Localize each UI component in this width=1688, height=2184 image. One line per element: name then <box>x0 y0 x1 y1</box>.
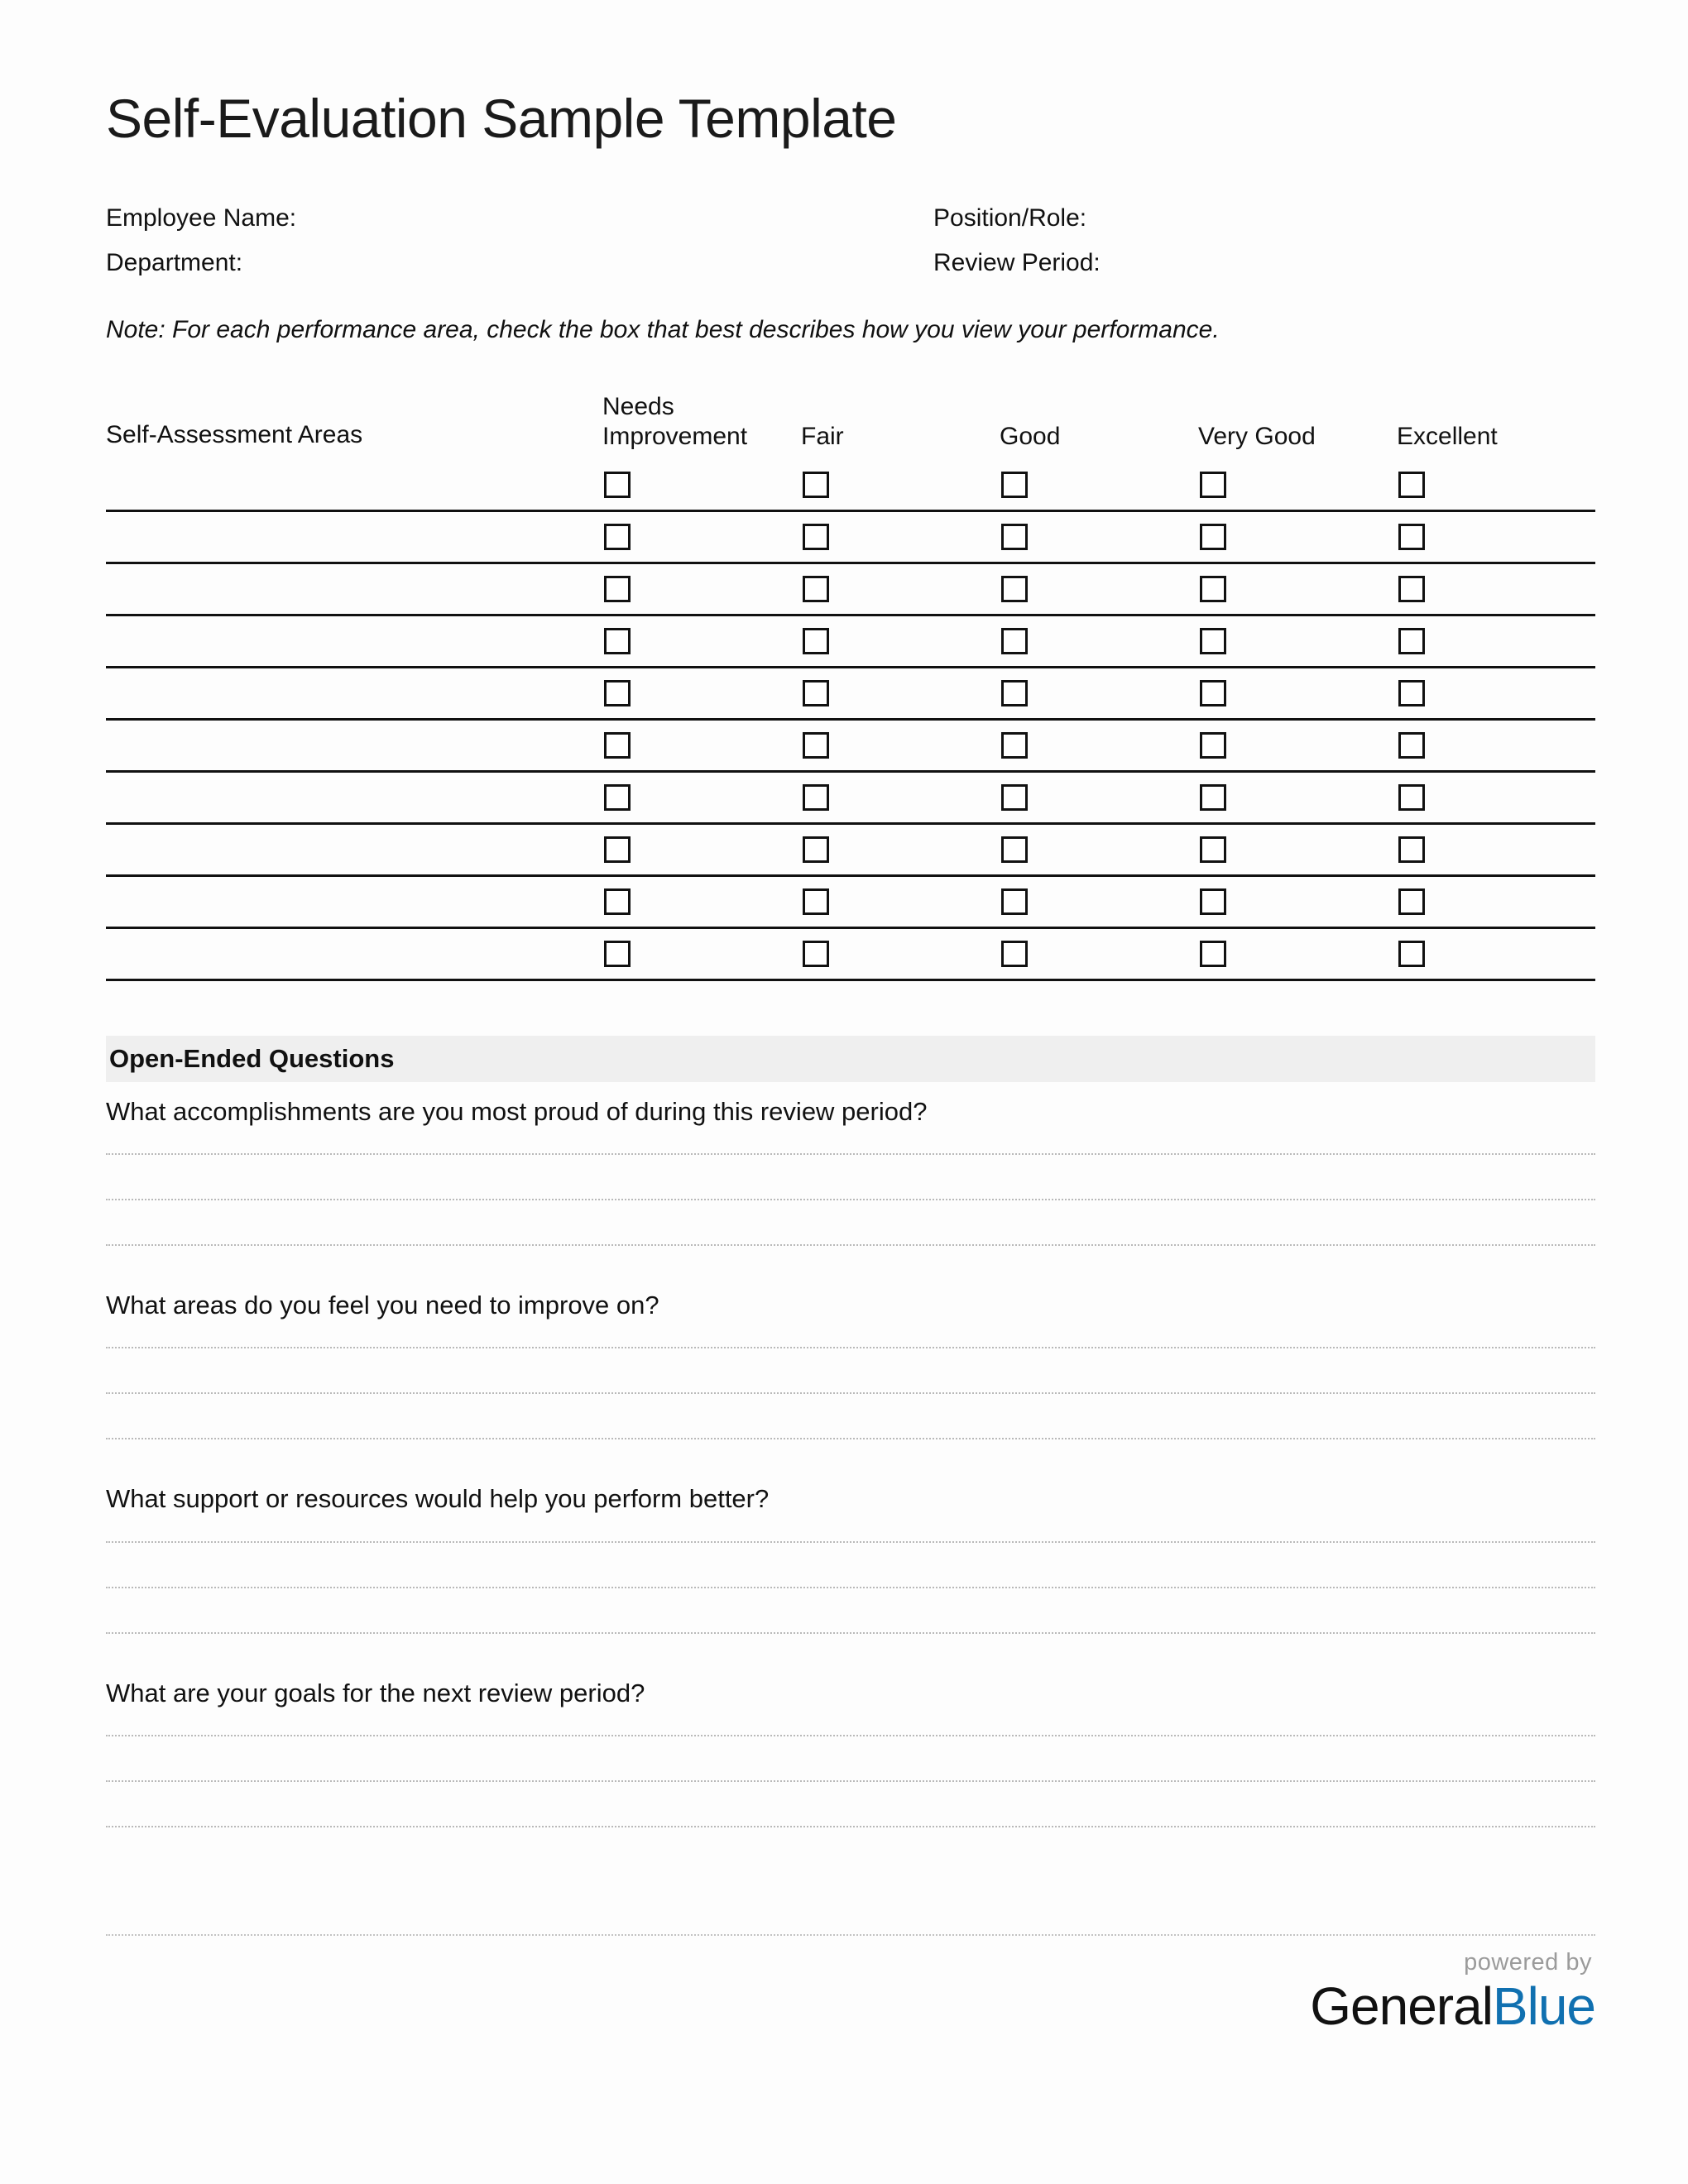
rating-cell[interactable] <box>1198 719 1397 771</box>
answer-area[interactable] <box>106 1347 1595 1439</box>
checkbox-good[interactable] <box>1001 732 1028 759</box>
question-text: What are your goals for the next review period? <box>106 1678 645 1707</box>
employee-name-field[interactable]: Employee Name: <box>106 204 297 232</box>
rating-cell[interactable] <box>1397 823 1595 875</box>
rating-cell[interactable] <box>801 460 1000 511</box>
answer-area[interactable] <box>106 1153 1595 1246</box>
rating-cell[interactable] <box>801 719 1000 771</box>
checkbox-good[interactable] <box>1001 524 1028 550</box>
rating-cell[interactable] <box>1198 510 1397 563</box>
review-period-field[interactable]: Review Period: <box>933 249 1101 277</box>
rating-cell[interactable] <box>1000 927 1198 979</box>
assessment-area-input[interactable] <box>106 719 602 771</box>
rating-cell[interactable] <box>801 823 1000 875</box>
checkbox-good[interactable] <box>1001 576 1028 602</box>
checkbox-fair[interactable] <box>803 524 829 550</box>
rating-cell[interactable] <box>602 719 801 771</box>
checkbox-very-good[interactable] <box>1200 628 1226 654</box>
rating-cell[interactable] <box>1198 875 1397 927</box>
rating-cell[interactable] <box>801 563 1000 615</box>
needs-improvement-line-1: Needs <box>602 392 674 420</box>
rating-cell[interactable] <box>1000 771 1198 823</box>
table-header-row <box>106 392 1595 460</box>
question-text: What accomplishments are you most proud of during this review period? <box>106 1096 928 1126</box>
brand-name-general: General <box>1310 1976 1493 2036</box>
question-text: What support or resources would help you perform better? <box>106 1484 770 1514</box>
rating-cell[interactable] <box>1000 719 1198 771</box>
rating-cell[interactable] <box>801 927 1000 979</box>
checkbox-excellent[interactable] <box>1398 888 1425 915</box>
assessment-area-input[interactable] <box>106 667 602 719</box>
answer-line[interactable] <box>106 1632 1595 1634</box>
assessment-area-input[interactable] <box>106 615 602 667</box>
rating-cell[interactable] <box>1000 460 1198 511</box>
table-row <box>106 510 1595 563</box>
assessment-area-input[interactable] <box>106 927 602 979</box>
checkbox-needs-improvement[interactable] <box>604 472 631 498</box>
checkbox-needs-improvement[interactable] <box>604 888 631 915</box>
checkbox-good[interactable] <box>1001 836 1028 863</box>
checkbox-fair[interactable] <box>803 576 829 602</box>
answer-area[interactable] <box>106 1735 1595 1827</box>
table-row <box>106 563 1595 615</box>
table-row <box>106 927 1595 979</box>
table-row <box>106 719 1595 771</box>
assessment-area-input[interactable] <box>106 460 602 511</box>
checkbox-fair[interactable] <box>803 784 829 811</box>
checkbox-excellent[interactable] <box>1398 524 1425 550</box>
checkbox-needs-improvement[interactable] <box>604 941 631 967</box>
rating-cell[interactable] <box>1000 510 1198 563</box>
question-block <box>106 1482 1595 1633</box>
answer-line[interactable] <box>106 1826 1595 1827</box>
page-content <box>106 0 1595 1827</box>
answer-line[interactable] <box>106 1153 1595 1155</box>
open-ended-section-title: Open-Ended Questions <box>106 1036 1595 1082</box>
rating-cell[interactable] <box>1397 719 1595 771</box>
checkbox-very-good[interactable] <box>1200 472 1226 498</box>
rating-cell[interactable] <box>1397 510 1595 563</box>
table-row <box>106 771 1595 823</box>
checkbox-excellent[interactable] <box>1398 836 1425 863</box>
question-text: What areas do you feel you need to improve on? <box>106 1291 659 1320</box>
checkbox-very-good[interactable] <box>1200 680 1226 706</box>
open-ended-questions <box>106 1095 1595 1827</box>
rating-cell[interactable] <box>801 875 1000 927</box>
rating-cell[interactable] <box>1397 927 1595 979</box>
rating-cell[interactable] <box>801 510 1000 563</box>
page-title: Self-Evaluation Sample Template <box>106 88 897 149</box>
rating-cell[interactable] <box>1000 823 1198 875</box>
checkbox-good[interactable] <box>1001 784 1028 811</box>
rating-cell[interactable] <box>1198 771 1397 823</box>
rating-cell[interactable] <box>1397 563 1595 615</box>
question-block <box>106 1677 1595 1827</box>
checkbox-very-good[interactable] <box>1200 888 1226 915</box>
checkbox-very-good[interactable] <box>1200 836 1226 863</box>
checkbox-fair[interactable] <box>803 680 829 706</box>
checkbox-good[interactable] <box>1001 472 1028 498</box>
rating-cell[interactable] <box>1000 667 1198 719</box>
meta-column-left <box>106 196 296 285</box>
checkbox-fair[interactable] <box>803 732 829 759</box>
checkbox-needs-improvement[interactable] <box>604 576 631 602</box>
rating-cell[interactable] <box>1397 460 1595 511</box>
column-header-self-assessment-areas: Self-Assessment Areas <box>106 420 363 448</box>
checkbox-good[interactable] <box>1001 888 1028 915</box>
rating-cell[interactable] <box>1198 667 1397 719</box>
rating-cell[interactable] <box>801 771 1000 823</box>
answer-line[interactable] <box>106 1244 1595 1246</box>
checkbox-excellent[interactable] <box>1398 784 1425 811</box>
brand-logo <box>106 1949 1595 2036</box>
position-role-field[interactable]: Position/Role: <box>933 204 1087 232</box>
rating-cell[interactable] <box>1000 615 1198 667</box>
rating-cell[interactable] <box>1397 875 1595 927</box>
rating-cell[interactable] <box>602 875 801 927</box>
assessment-area-input[interactable] <box>106 875 602 927</box>
assessment-area-input[interactable] <box>106 510 602 563</box>
checkbox-excellent[interactable] <box>1398 576 1425 602</box>
answer-line[interactable] <box>106 1347 1595 1348</box>
rating-cell[interactable] <box>602 771 801 823</box>
brand-name-blue: Blue <box>1492 1976 1595 2036</box>
checkbox-fair[interactable] <box>803 628 829 654</box>
page-footer <box>106 1934 1595 2036</box>
table-header <box>106 392 1595 460</box>
rating-cell[interactable] <box>602 460 801 511</box>
meta-fields <box>106 196 1595 279</box>
checkbox-excellent[interactable] <box>1398 941 1425 967</box>
department-field[interactable]: Department: <box>106 249 243 277</box>
checkbox-needs-improvement[interactable] <box>604 732 631 759</box>
column-header-fair: Fair <box>801 422 844 450</box>
instruction-note: Note: For each performance area, check the box that best describes how you view your performance. <box>106 316 1220 344</box>
checkbox-good[interactable] <box>1001 941 1028 967</box>
checkbox-excellent[interactable] <box>1398 732 1425 759</box>
rating-cell[interactable] <box>1000 563 1198 615</box>
table-row <box>106 823 1595 875</box>
rating-cell[interactable] <box>602 563 801 615</box>
checkbox-needs-improvement[interactable] <box>604 836 631 863</box>
column-header-needs-improvement <box>602 392 801 460</box>
rating-cell[interactable] <box>801 667 1000 719</box>
answer-area[interactable] <box>106 1541 1595 1634</box>
table-row <box>106 667 1595 719</box>
rating-cell[interactable] <box>602 667 801 719</box>
assessment-area-input[interactable] <box>106 771 602 823</box>
checkbox-fair[interactable] <box>803 941 829 967</box>
answer-line[interactable] <box>106 1199 1595 1200</box>
table-row <box>106 460 1595 511</box>
checkbox-very-good[interactable] <box>1200 576 1226 602</box>
question-block <box>106 1095 1595 1246</box>
checkbox-needs-improvement[interactable] <box>604 524 631 550</box>
rating-cell[interactable] <box>1198 563 1397 615</box>
table-body <box>106 460 1595 980</box>
rating-cell[interactable] <box>801 615 1000 667</box>
table-row <box>106 615 1595 667</box>
assessment-area-input[interactable] <box>106 563 602 615</box>
checkbox-needs-improvement[interactable] <box>604 680 631 706</box>
column-header-good: Good <box>1000 422 1061 450</box>
checkbox-excellent[interactable] <box>1398 628 1425 654</box>
rating-cell[interactable] <box>602 510 801 563</box>
self-assessment-table <box>106 392 1595 981</box>
checkbox-very-good[interactable] <box>1200 732 1226 759</box>
checkbox-very-good[interactable] <box>1200 524 1226 550</box>
checkbox-fair[interactable] <box>803 888 829 915</box>
table-row <box>106 875 1595 927</box>
checkbox-very-good[interactable] <box>1200 784 1226 811</box>
rating-cell[interactable] <box>602 823 801 875</box>
answer-line[interactable] <box>106 1438 1595 1439</box>
needs-improvement-line-2: Improvement <box>602 422 748 450</box>
rating-cell[interactable] <box>1198 615 1397 667</box>
generalblue-wordmark <box>106 1976 1595 2036</box>
checkbox-needs-improvement[interactable] <box>604 628 631 654</box>
rating-cell[interactable] <box>1198 460 1397 511</box>
answer-line[interactable] <box>106 1780 1595 1782</box>
rating-cell[interactable] <box>1000 875 1198 927</box>
rating-cell[interactable] <box>1198 823 1397 875</box>
footer-divider <box>106 1934 1595 1936</box>
rating-cell[interactable] <box>602 615 801 667</box>
rating-cell[interactable] <box>1397 615 1595 667</box>
rating-cell[interactable] <box>1198 927 1397 979</box>
checkbox-excellent[interactable] <box>1398 680 1425 706</box>
answer-line[interactable] <box>106 1735 1595 1736</box>
checkbox-fair[interactable] <box>803 472 829 498</box>
answer-line[interactable] <box>106 1587 1595 1588</box>
rating-cell[interactable] <box>602 927 801 979</box>
assessment-area-input[interactable] <box>106 823 602 875</box>
checkbox-needs-improvement[interactable] <box>604 784 631 811</box>
column-header-excellent: Excellent <box>1397 422 1498 450</box>
checkbox-fair[interactable] <box>803 836 829 863</box>
checkbox-very-good[interactable] <box>1200 941 1226 967</box>
rating-cell[interactable] <box>1397 667 1595 719</box>
answer-line[interactable] <box>106 1392 1595 1394</box>
checkbox-excellent[interactable] <box>1398 472 1425 498</box>
rating-cell[interactable] <box>1397 771 1595 823</box>
meta-column-right <box>933 196 1101 285</box>
column-header-very-good: Very Good <box>1198 422 1316 450</box>
powered-by-label: powered by <box>1464 1949 1592 1976</box>
answer-line[interactable] <box>106 1541 1595 1543</box>
checkbox-good[interactable] <box>1001 680 1028 706</box>
question-block <box>106 1289 1595 1439</box>
checkbox-good[interactable] <box>1001 628 1028 654</box>
